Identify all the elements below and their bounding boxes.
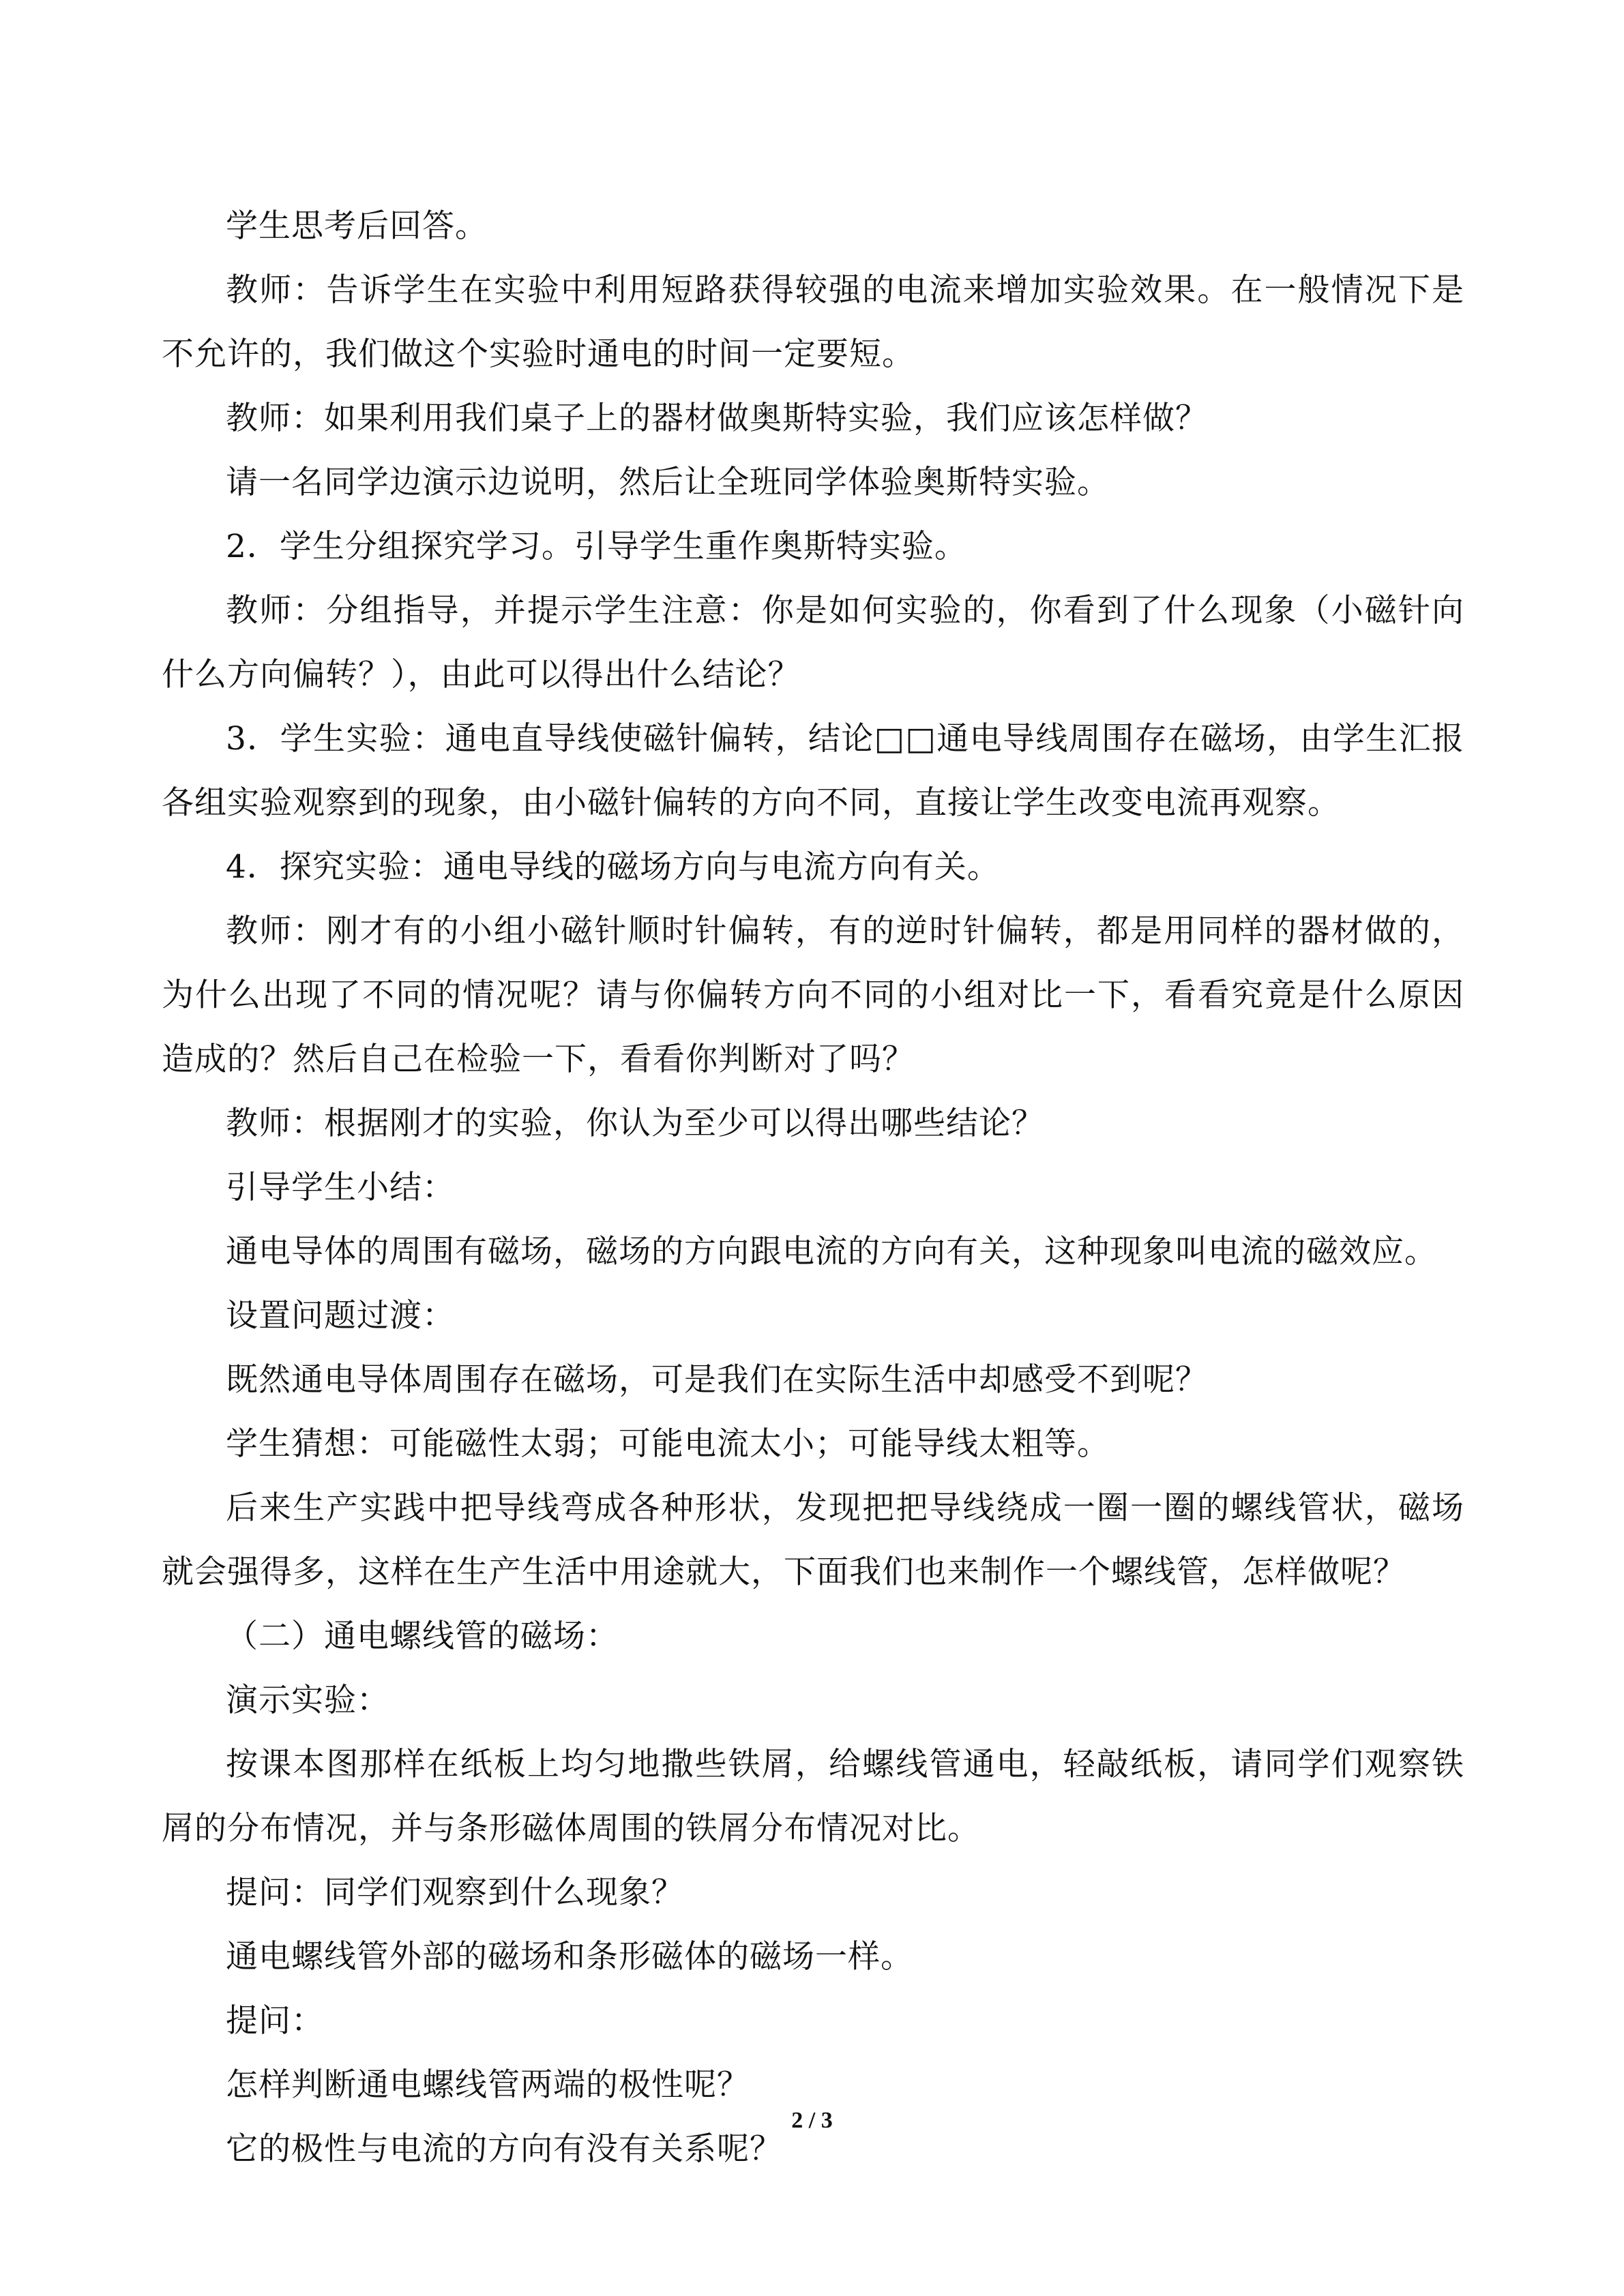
paragraph: 通电导体的周围有磁场，磁场的方向跟电流的方向有关，这种现象叫电流的磁效应。	[226, 1233, 1437, 1270]
paragraph: 学生思考后回答。	[226, 207, 488, 245]
paragraph: 教师：如果利用我们桌子上的器材做奥斯特实验，我们应该怎样做？	[226, 400, 1208, 437]
paragraph: 教师：告诉学生在实验中利用短路获得较强的电流来增加实验效果。在一般情况下是不允许的，我们做这个实验时通电的时间一定要短。	[162, 271, 1464, 373]
paragraph: 提问：同学们观察到什么现象？	[226, 1874, 684, 1911]
paragraph: 教师：根据刚才的实验，你认为至少可以得出哪些结论？	[226, 1105, 1044, 1142]
paragraph: 通电螺线管外部的磁场和条形磁体的磁场一样。	[226, 1938, 913, 1976]
paragraph: 既然通电导体周围存在磁场，可是我们在实际生活中却感受不到呢？	[226, 1361, 1208, 1399]
paragraph: 教师：刚才有的小组小磁针顺时针偏转，有的逆时针偏转，都是用同样的器材做的，为什么出现了不同的情况呢？请与你偏转方向不同的小组对比一下，看看究竟是什么原因造成的？然后自己在检验一下，看看你判断对了吗？	[162, 912, 1464, 1078]
paragraph: 学生猜想：可能磁性太弱；可能电流太小；可能导线太粗等。	[226, 1425, 1110, 1463]
page-number: 2 / 3	[791, 2108, 833, 2133]
document-body	[162, 194, 1464, 2181]
paragraph: 教师：分组指导，并提示学生注意：你是如何实验的，你看到了什么现象（小磁针向什么方向偏转？），由此可以得出什么结论？	[162, 592, 1464, 694]
section-heading: （二）通电螺线管的磁场：	[226, 1617, 619, 1655]
paragraph: 引导学生小结：	[226, 1169, 455, 1206]
paragraph: 演示实验：	[226, 1682, 389, 1719]
paragraph: 后来生产实践中把导线弯成各种形状，发现把把导线绕成一圈一圈的螺线管状，磁场就会强得多，这样在生产生活中用途就大，下面我们也来制作一个螺线管，怎样做呢？	[162, 1489, 1464, 1591]
paragraph: 请一名同学边演示边说明，然后让全班同学体验奥斯特实验。	[226, 464, 1110, 501]
paragraph: 提问：	[226, 2002, 324, 2040]
paragraph: 2．学生分组探究学习。引导学生重作奥斯特实验。	[226, 528, 967, 565]
paragraph: 它的极性与电流的方向有没有关系呢？	[226, 2130, 782, 2168]
paragraph: 4．探究实验：通电导线的磁场方向与电流方向有关。	[226, 848, 1000, 886]
paragraph: 设置问题过渡：	[226, 1297, 455, 1335]
paragraph: 怎样判断通电螺线管两端的极性呢？	[226, 2066, 750, 2104]
paragraph: 3．学生实验：通电直导线使磁针偏转，结论□□通电导线周围存在磁场，由学生汇报各组实验观察到的现象，由小磁针偏转的方向不同，直接让学生改变电流再观察。	[162, 720, 1464, 822]
paragraph: 按课本图那样在纸板上均匀地撒些铁屑，给螺线管通电，轻敲纸板，请同学们观察铁屑的分布情况，并与条形磁体周围的铁屑分布情况对比。	[162, 1746, 1464, 1847]
